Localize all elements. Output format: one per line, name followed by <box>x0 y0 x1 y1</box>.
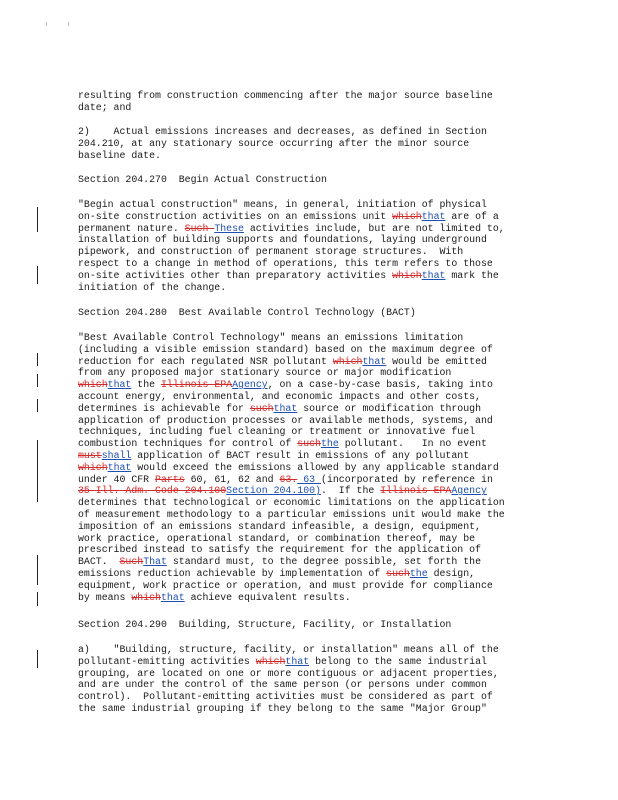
deleted-text: 35 Ill. Adm. Code 204.100 <box>78 485 227 497</box>
paragraph <box>78 644 538 715</box>
deleted-text: which <box>392 269 422 281</box>
text-run: Section 204.290 Building, Structure, Facility, or Installation <box>78 619 452 630</box>
text-run: BACT. <box>78 556 120 568</box>
text-run: permanent nature. <box>78 222 185 234</box>
deleted-text: 63. <box>279 473 298 485</box>
text-line <box>78 102 538 114</box>
inserted-text: Agency <box>232 379 268 391</box>
deleted-text: such <box>249 402 274 414</box>
revision-bar <box>37 440 38 502</box>
inserted-text: that <box>160 591 185 603</box>
text-line <box>78 90 538 102</box>
paragraph <box>78 619 538 631</box>
paragraph <box>78 199 538 293</box>
deleted-text: Illinois EPA <box>161 379 233 391</box>
text-run: "Best Available Control Technology" means an emissions limitation <box>78 332 464 343</box>
text-run: pipework, and construction of permanent storage structures. With <box>78 246 464 258</box>
revision-bar <box>37 592 38 606</box>
deleted-text: which <box>131 591 161 603</box>
text-run: 204.210, at any stationary source occurring after the minor source <box>78 137 470 149</box>
text-line <box>78 426 538 438</box>
text-line <box>78 556 538 568</box>
text-line <box>78 450 538 462</box>
deleted-text: Parts <box>155 473 185 485</box>
text-run: 2) Actual emissions increases and decreases, as defined in Section <box>78 126 487 137</box>
deleted-text: Illinois EPA <box>380 485 452 497</box>
deleted-text: Such <box>119 556 144 568</box>
text-run: , on a case-by-case basis, taking into <box>267 379 493 391</box>
text-line <box>78 509 538 521</box>
text-line <box>78 270 538 282</box>
text-line <box>78 644 538 656</box>
text-line <box>78 150 538 162</box>
text-run: activities include, but are not limited to, <box>243 222 505 234</box>
text-line <box>78 619 538 631</box>
text-run: equipment, work practice or operation, and must provide for compliance <box>78 579 493 591</box>
deleted-text: such <box>297 438 321 450</box>
inserted-text: These <box>214 222 244 234</box>
text-line <box>78 497 538 509</box>
text-run: from any proposed major stationary source or major modification <box>78 367 452 379</box>
text-run: design, <box>427 567 476 579</box>
text-run: determines that technological or economic limitations on the application <box>78 497 505 509</box>
text-line <box>78 533 538 545</box>
revision-bar <box>37 650 38 668</box>
text-line <box>78 521 538 533</box>
text-line <box>78 403 538 415</box>
revision-bar <box>37 399 38 412</box>
text-run: under 40 CFR <box>78 473 156 485</box>
text-run: pollutant-emitting activities <box>78 655 256 667</box>
text-run: techniques, including fuel cleaning or treatment or innovative fuel <box>78 426 476 438</box>
paragraph <box>78 174 538 186</box>
text-run: are of a <box>445 210 499 222</box>
text-run: control). Pollutant-emitting activities must be considered as part of <box>78 691 493 703</box>
inserted-text: that <box>285 655 310 667</box>
text-line <box>78 462 538 474</box>
deleted-text: such <box>386 567 410 579</box>
text-run: respect to a change in method of operations, this term refers to those <box>78 257 493 269</box>
revision-bar <box>37 555 38 585</box>
inserted-text: that <box>421 269 446 281</box>
paragraph <box>78 332 538 603</box>
inserted-text: that <box>273 402 298 414</box>
text-line <box>78 356 538 368</box>
text-line <box>78 211 538 223</box>
inserted-text: that <box>107 379 132 391</box>
text-line <box>78 223 538 235</box>
text-line <box>78 246 538 258</box>
deleted-text: which <box>392 210 422 222</box>
text-run: application of BACT result in emissions of any pollutant <box>131 449 470 461</box>
text-run: imposition of an emissions standard infeasible, a design, equipment, <box>78 520 481 532</box>
deleted-text: must <box>78 449 102 461</box>
text-run: determines is achievable for <box>78 402 250 414</box>
text-run: prescribed instead to satisfy the requirement for the application of <box>78 544 481 556</box>
text-run: would be emitted <box>386 355 487 367</box>
text-line <box>78 703 538 715</box>
text-line <box>78 174 538 186</box>
deleted-text: which <box>332 355 363 367</box>
inserted-text: Agency <box>451 485 487 497</box>
revision-bar <box>37 207 38 232</box>
inserted-text: 63 <box>297 473 322 485</box>
text-run: achieve equivalent results. <box>184 591 351 603</box>
text-line <box>78 580 538 592</box>
text-run: initiation of the change. <box>78 281 227 293</box>
inserted-text: that <box>107 461 132 473</box>
text-run: a) "Building, structure, facility, or installation" means all of the <box>78 644 499 655</box>
deleted-text: Such <box>184 222 215 234</box>
text-line <box>78 668 538 680</box>
text-line <box>78 199 538 211</box>
text-run: by means <box>78 591 132 603</box>
paragraph <box>78 126 538 161</box>
text-run: application of production processes or available methods, systems, and <box>78 414 493 426</box>
text-run: "Begin actual construction" means, in general, initiation of physical <box>78 199 487 210</box>
text-run: on-site activities other than preparatory activities <box>78 269 393 281</box>
inserted-text: Section 204.100) <box>226 485 321 497</box>
text-line <box>78 367 538 379</box>
text-line <box>78 474 538 486</box>
text-line <box>78 592 538 604</box>
text-line <box>78 379 538 391</box>
text-run: combustion techniques for control of <box>78 438 298 450</box>
text-run: would exceed the emissions allowed by any applicable standard <box>131 461 499 473</box>
text-line <box>78 544 538 556</box>
text-line <box>78 126 538 138</box>
text-run: . If the <box>320 485 381 497</box>
text-run: installation of building supports and foundations, laying underground <box>78 234 487 246</box>
text-run: the <box>131 379 161 391</box>
text-run: Section 204.280 Best Available Control Technology (BACT) <box>78 307 416 318</box>
text-line <box>78 679 538 691</box>
text-line <box>78 691 538 703</box>
text-run: belong to the same industrial <box>309 655 487 667</box>
text-run: 60, 61, 62 and <box>184 473 280 485</box>
text-run: standard must, to the degree possible, set forth the <box>166 556 481 568</box>
text-line <box>78 485 538 497</box>
text-run: and are under the control of the same person (or persons under common <box>78 679 487 691</box>
text-run: date; and <box>78 101 132 113</box>
paragraph <box>78 307 538 319</box>
text-line <box>78 415 538 427</box>
text-run: reduction for each regulated NSR pollutant <box>78 355 333 367</box>
text-run: emissions reduction achievable by implementation of <box>78 567 387 579</box>
text-line <box>78 344 538 356</box>
inserted-text: That <box>143 556 167 568</box>
text-line <box>78 391 538 403</box>
text-line <box>78 258 538 270</box>
deleted-text: which <box>255 655 286 667</box>
inserted-text: shall <box>101 449 132 461</box>
revision-bar <box>37 266 38 284</box>
revision-bar <box>37 353 38 366</box>
deleted-text: which <box>78 461 108 473</box>
text-run: pollutant. In no event <box>338 438 487 450</box>
text-line <box>78 438 538 450</box>
text-line <box>78 234 538 246</box>
text-run: grouping, are located on one or more contiguous or adjacent properties, <box>78 667 499 679</box>
text-run: Section 204.270 Begin Actual Construction <box>78 174 327 185</box>
text-run: the same industrial grouping if they belong to the same "Major Group" <box>78 702 487 714</box>
text-run: account energy, environmental, and economic impacts and other costs, <box>78 390 481 402</box>
scan-speck <box>46 22 47 26</box>
text-run: source or modification through <box>297 402 482 414</box>
text-line <box>78 282 538 294</box>
inserted-text: that <box>362 355 387 367</box>
text-run: baseline date. <box>78 149 161 161</box>
inserted-text: that <box>421 210 446 222</box>
deleted-text: which <box>78 379 108 391</box>
paragraph <box>78 90 538 114</box>
text-line <box>78 307 538 319</box>
text-run: mark the <box>445 269 499 281</box>
scan-speck <box>68 22 69 26</box>
inserted-text: the <box>409 567 428 579</box>
text-run: on-site construction activities on an emissions unit <box>78 210 393 222</box>
text-run: (incorporated by reference in <box>321 473 493 485</box>
revision-bar <box>37 374 38 387</box>
text-run: work practice, operational standard, or combination thereof, may be <box>78 532 476 544</box>
text-line <box>78 332 538 344</box>
inserted-text: the <box>320 438 339 450</box>
text-run: (including a visible emission standard) based on the maximum degree of <box>78 343 493 355</box>
text-line <box>78 656 538 668</box>
text-run: resulting from construction commencing after the major source baseline <box>78 90 493 101</box>
text-run: of measurement methodology to a particular emissions unit would make the <box>78 508 505 520</box>
text-line <box>78 138 538 150</box>
text-line <box>78 568 538 580</box>
